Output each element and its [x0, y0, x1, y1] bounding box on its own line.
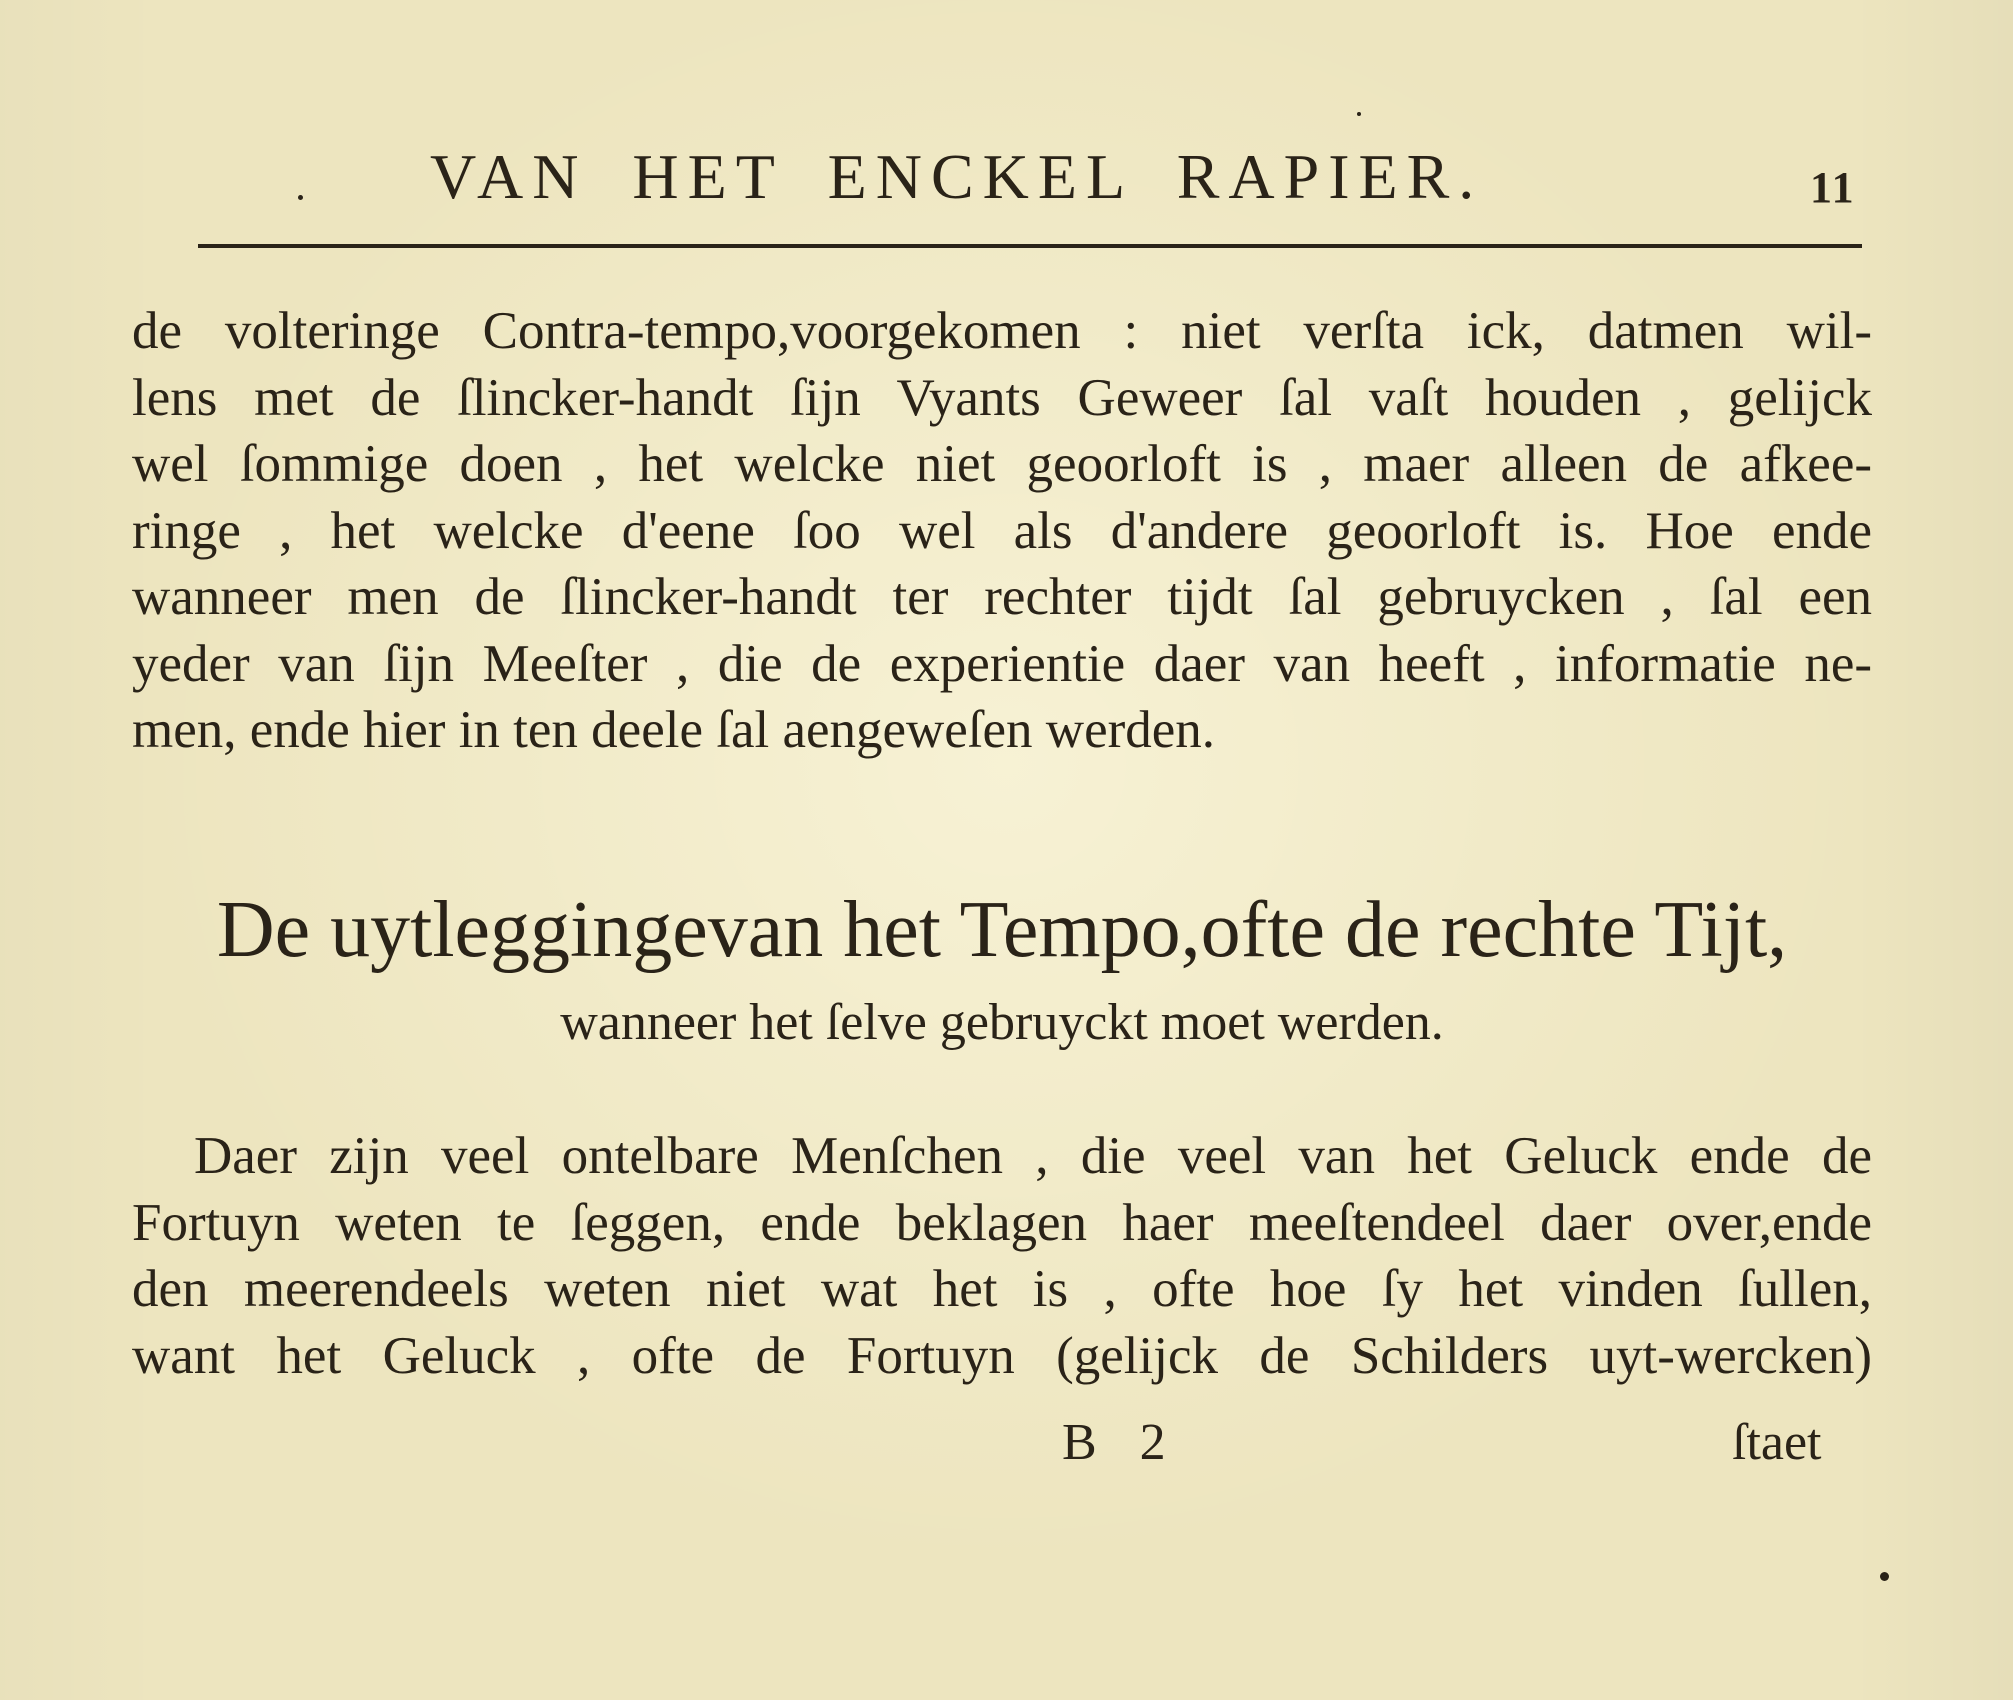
text-line: yeder van ſijn Meeſter , die de experientie daer van heeft , informatie ne- [132, 634, 1872, 693]
running-title: VAN HET ENCKEL RAPIER. [430, 141, 1484, 212]
catchword: ſtaet [1732, 1414, 1822, 1471]
ink-speck [1357, 112, 1361, 116]
text-line: wanneer men de ſlincker-handt ter rechter tijdt ſal gebruycken , ſal een [132, 568, 1872, 626]
signature-mark: B 2 [1062, 1414, 1172, 1471]
ink-speck [298, 195, 303, 200]
section-subtitle: wanneer het ſelve gebruyckt moet werden. [560, 994, 1444, 1051]
text-line: Daer zijn veel ontelbare Menſchen , die veel van het Geluck ende de [194, 1127, 1872, 1185]
ink-speck [1880, 1572, 1889, 1581]
text-line: ringe , het welcke d'eene ſoo wel als d'andere geoorloft is. Hoe ende [132, 501, 1872, 560]
text-line: lens met de ſlincker-handt ſijn Vyants Geweer ſal vaſt houden , gelijck [132, 368, 1872, 427]
text-line: Fortuyn weten te ſeggen, ende beklagen haer meeſtendeel daer over,ende [132, 1193, 1872, 1252]
text-line: wel ſommige doen , het welcke niet geoorloft is , maer alleen de afkee- [132, 435, 1872, 493]
paragraph-1 [132, 298, 1872, 764]
paragraph-2 [132, 1123, 1872, 1389]
header-rule [198, 244, 1862, 248]
text-line: den meerendeels weten niet wat het is , ofte hoe ſy het vinden ſullen, [132, 1260, 1872, 1318]
page-number: 11 [1810, 163, 1856, 212]
section-title: De uytleggingevan het Tempo,ofte de rechte Tijt, [216, 886, 1788, 974]
text-line: de volteringe Contra-tempo,voorgekomen : niet verſta ick, datmen wil- [132, 302, 1872, 360]
text-line: men, ende hier in ten deele ſal aengeweſen werden. [132, 701, 1216, 759]
text-line: want het Geluck , ofte de Fortuyn (gelijck de Schilders uyt-wercken) [132, 1326, 1872, 1385]
